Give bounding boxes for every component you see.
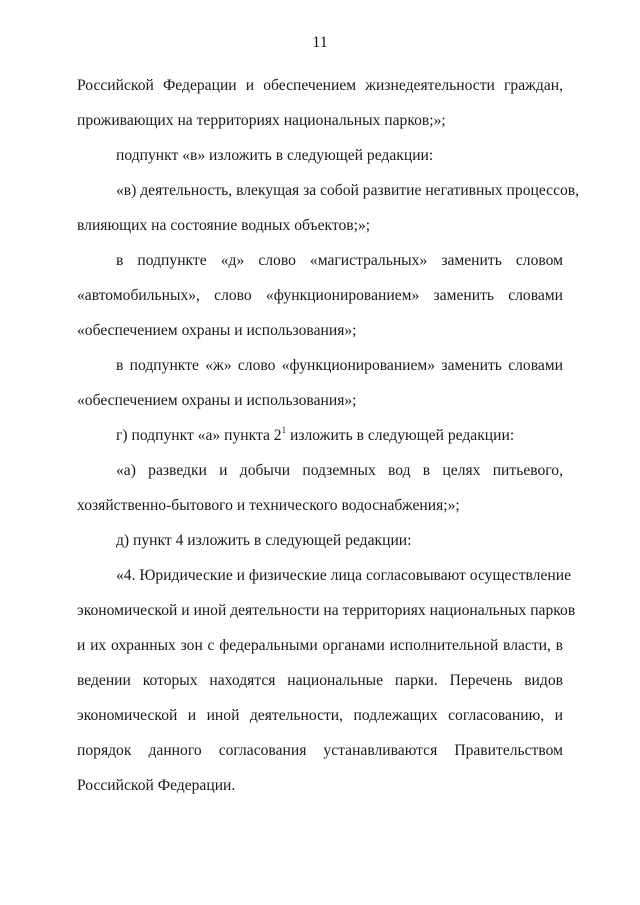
text-line: экономической и иной деятельности на территориях национальных парков xyxy=(77,602,576,619)
page-number: 11 xyxy=(312,34,328,51)
superscript: 1 xyxy=(281,424,287,435)
text-line: хозяйственно-бытового и технического водоснабжения;»; xyxy=(77,497,460,514)
text-line: экономической и иной деятельности, подлежащих согласованию, и xyxy=(77,707,563,724)
text-line: проживающих на территориях национальных парков;»; xyxy=(77,112,446,129)
text-line: Российской Федерации и обеспечением жизнедеятельности граждан, xyxy=(77,77,563,94)
text-line: «4. Юридические и физические лица согласовывают осуществление xyxy=(116,567,571,584)
text-line: влияющих на состояние водных объектов;»; xyxy=(77,217,371,234)
text-line: в подпункте «д» слово «магистральных» заменить словом xyxy=(116,252,563,269)
text-line: «а) разведки и добычи подземных вод в целях питьевого, xyxy=(116,462,563,479)
text-line: «обеспечением охраны и использования»; xyxy=(77,392,357,409)
text-line: д) пункт 4 изложить в следующей редакции: xyxy=(116,532,412,549)
text-line: порядок данного согласования устанавливаются Правительством xyxy=(77,742,563,759)
text-line: подпункт «в» изложить в следующей редакции: xyxy=(116,147,434,164)
text-line: ведении которых находятся национальные парки. Перечень видов xyxy=(77,672,563,689)
text-line: «в) деятельность, влекущая за собой развитие негативных процессов, xyxy=(116,182,580,199)
text-line xyxy=(116,426,563,446)
text-line: «автомобильных», слово «функционированием» заменить словами xyxy=(77,287,563,304)
text-line: в подпункте «ж» слово «функционированием» заменить словами xyxy=(116,357,563,374)
line-text-before-superscript: г) подпункт «а» пункта 2 xyxy=(116,427,282,444)
line-text-after-superscript: изложить в следующей редакции: xyxy=(286,427,515,444)
text-line: Российской Федерации. xyxy=(77,777,236,794)
text-line: «обеспечением охраны и использования»; xyxy=(77,322,357,339)
text-line: и их охранных зон с федеральными органами исполнительной власти, в xyxy=(77,637,563,654)
